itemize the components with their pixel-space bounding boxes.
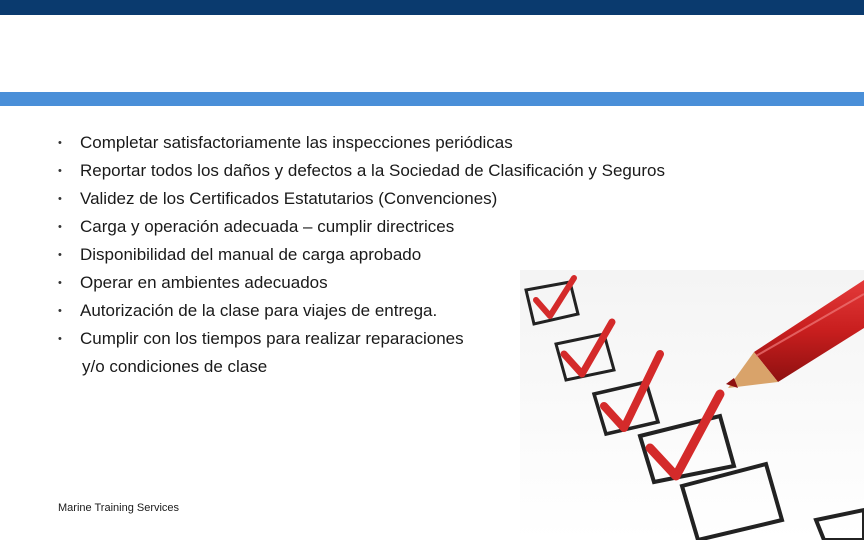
list-item-text: Disponibilidad del manual de carga aprobado: [80, 245, 422, 264]
bullet-icon: •: [58, 221, 62, 233]
list-item: [56, 160, 756, 188]
bullet-icon: •: [58, 193, 62, 205]
list-item-text: Completar satisfactoriamente las inspecciones periódicas: [80, 133, 513, 152]
checklist-pencil-illustration: [520, 270, 864, 540]
bullet-icon: •: [58, 137, 62, 149]
footer-brand: Marine Training Services: [58, 502, 180, 514]
list-item-text: Reportar todos los daños y defectos a la Sociedad de Clasificación y Seguros: [80, 161, 665, 180]
bullet-icon: •: [58, 249, 62, 261]
list-item-text: Validez de los Certificados Estatutarios (Convenciones): [80, 189, 498, 208]
bullet-icon: •: [58, 277, 62, 289]
list-item: [56, 188, 756, 216]
list-item-text: Carga y operación adecuada – cumplir directrices: [80, 217, 455, 236]
accent-stripe: [0, 92, 864, 106]
list-item: [56, 216, 756, 244]
list-item-continuation: y/o condiciones de clase: [82, 357, 268, 376]
bullet-icon: •: [58, 165, 62, 177]
list-item-text: Autorización de la clase para viajes de entrega.: [80, 301, 438, 320]
top-header-bar: [0, 0, 864, 15]
list-item: [56, 244, 756, 272]
paper-background: [520, 270, 864, 540]
bullet-icon: •: [58, 333, 62, 345]
list-item: [56, 132, 756, 160]
list-item-text: Cumplir con los tiempos para realizar reparaciones: [80, 329, 464, 348]
list-item-text: Operar en ambientes adecuados: [80, 273, 328, 292]
bullet-icon: •: [58, 305, 62, 317]
